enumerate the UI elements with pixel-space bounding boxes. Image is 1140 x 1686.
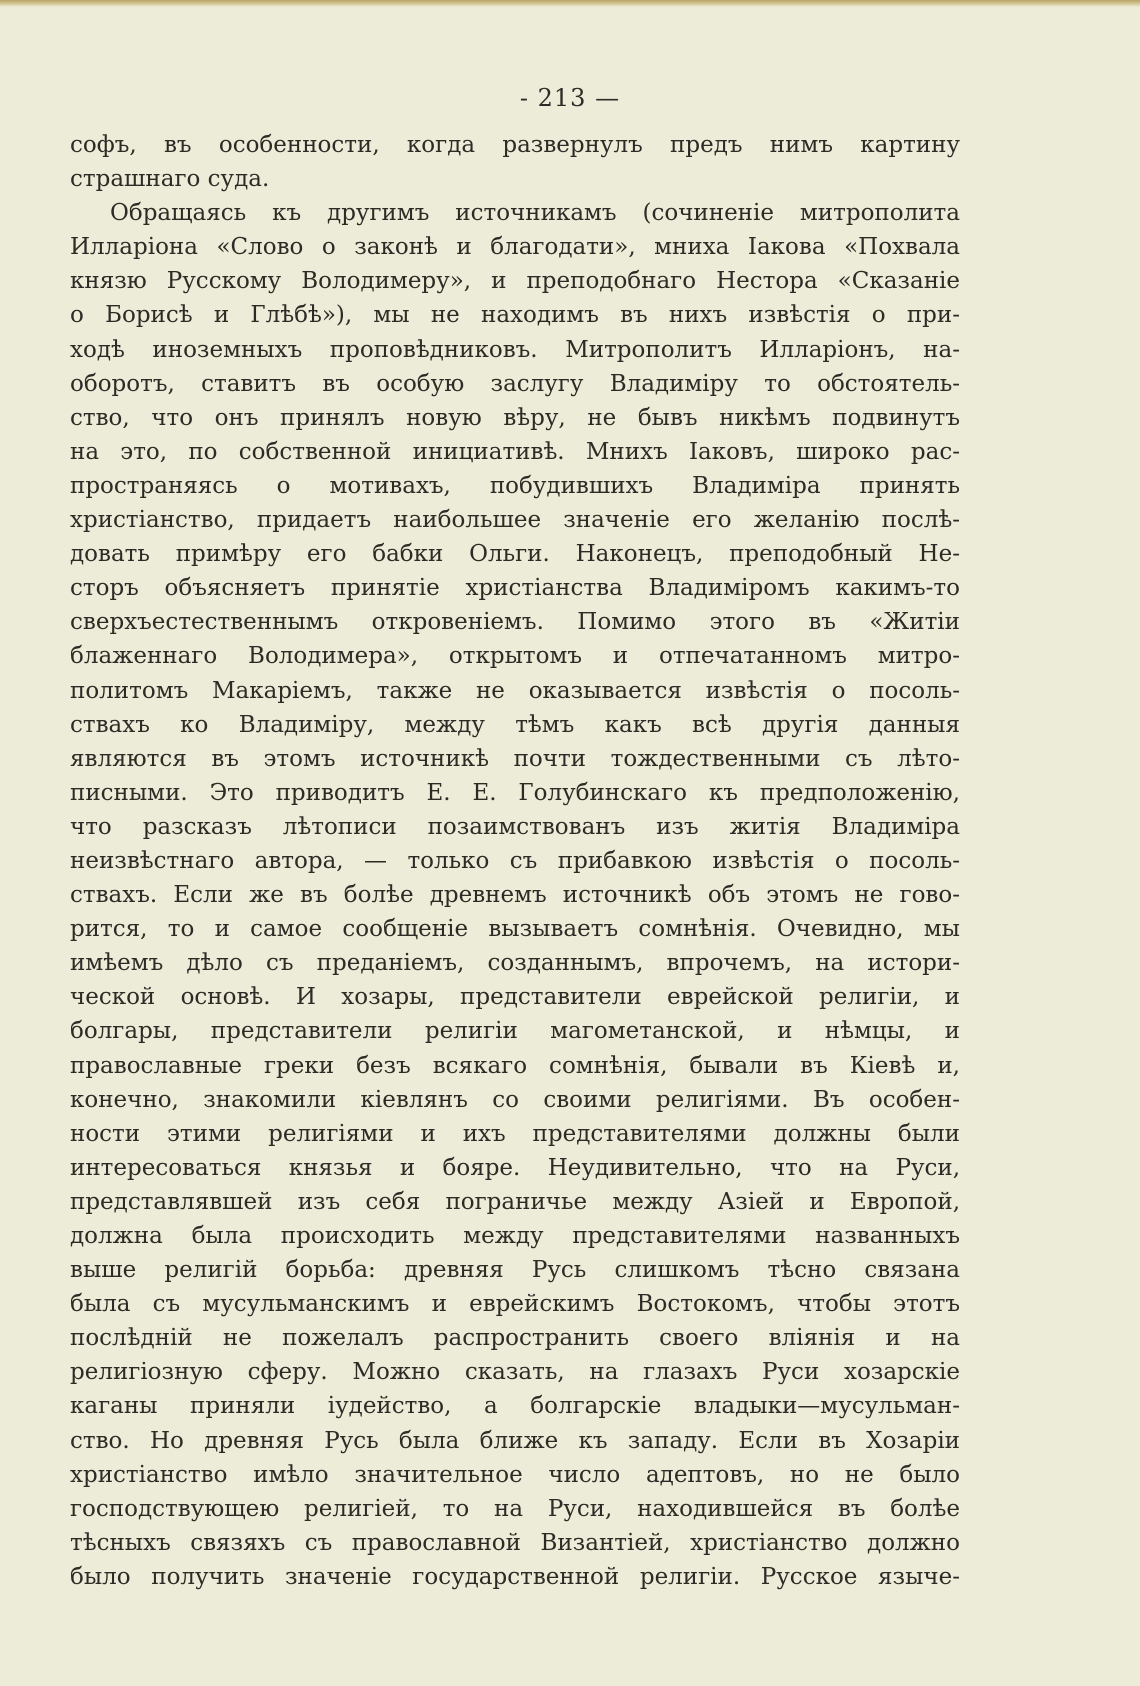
text-line: на это, по собственной инициативѣ. Мнихъ Іаковъ, широко рас-	[70, 438, 960, 465]
text-line: довать примѣру его бабки Ольги. Наконецъ, преподобный Не-	[70, 541, 960, 568]
text-line: политомъ Макаріемъ, также не оказывается извѣстія о посоль-	[70, 677, 960, 704]
text-line: писными. Это приводитъ Е. Е. Голубинскаго къ предположенію,	[70, 779, 960, 806]
text-line: должна была происходить между представителями названныхъ	[70, 1223, 960, 1249]
text-line: христіанство имѣло значительное число адептовъ, но не было	[70, 1461, 960, 1488]
text-line: сторъ объясняетъ принятіе христіанства Владиміромъ какимъ-то	[70, 575, 960, 602]
text-line: неизвѣстнаго автора, — только съ прибавкою извѣстія о посоль-	[70, 847, 960, 874]
text-line: ство, что онъ принялъ новую вѣру, не бывъ никѣмъ подвинутъ	[70, 404, 960, 431]
text-line: страшнаго суда.	[70, 166, 270, 193]
text-line: ходѣ иноземныхъ проповѣдниковъ. Митрополитъ Илларіонъ, на-	[70, 336, 960, 363]
text-line: о Борисѣ и Глѣбѣ»), мы не находимъ въ нихъ извѣстія о при-	[70, 302, 960, 329]
text-line: ческой основѣ. И хозары, представители еврейской религіи, и	[70, 984, 960, 1011]
text-line: сверхъестественнымъ откровеніемъ. Помимо этого въ «Житіи	[70, 609, 960, 636]
body-text	[70, 128, 960, 1594]
text-line: ствахъ. Если же въ болѣе древнемъ источникѣ объ этомъ не гово-	[70, 882, 960, 909]
text-line: пространяясь о мотивахъ, побудившихъ Владиміра принять	[70, 472, 960, 499]
text-line: было получить значеніе государственной религіи. Русское языче-	[70, 1563, 960, 1590]
text-line: конечно, знакомили кіевлянъ со своими религіями. Въ особен-	[70, 1086, 960, 1113]
text-line: тѣсныхъ связяхъ съ православной Византіей, христіанство должно	[70, 1529, 960, 1556]
text-line: каганы приняли іудейство, а болгарскіе владыки—мусульман-	[70, 1393, 960, 1420]
text-line: князю Русскому Володимеру», и преподобнаго Нестора «Сказаніе	[70, 268, 960, 295]
text-line: господствующею религіей, то на Руси, находившейся въ болѣе	[70, 1495, 960, 1522]
text-line: ство. Но древняя Русь была ближе къ западу. Если въ Хозаріи	[70, 1427, 960, 1454]
text-line: софъ, въ особенности, когда развернулъ предъ нимъ картину	[70, 132, 960, 158]
text-line: интересоваться князья и бояре. Неудивительно, что на Руси,	[70, 1154, 960, 1181]
text-line: ности этими религіями и ихъ представителями должны были	[70, 1120, 960, 1147]
text-line: блаженнаго Володимера», открытомъ и отпечатанномъ митро-	[70, 643, 960, 670]
text-line: представлявшей изъ себя пограничье между Азіей и Европой,	[70, 1188, 960, 1215]
text-line: Илларіона «Слово о законѣ и благодати», мниха Іакова «Похвала	[70, 234, 960, 261]
text-line: религіозную сферу. Можно сказать, на глазахъ Руси хозарскіе	[70, 1359, 960, 1386]
text-line: имѣемъ дѣло съ преданіемъ, созданнымъ, впрочемъ, на истори-	[70, 950, 960, 977]
text-line: выше религій борьба: древняя Русь слишкомъ тѣсно связана	[70, 1257, 960, 1284]
text-line: православные греки безъ всякаго сомнѣнія, бывали въ Кіевѣ и,	[70, 1052, 960, 1079]
text-line: что разсказъ лѣтописи позаимствованъ изъ житія Владиміра	[70, 813, 960, 840]
page-top-edge	[0, 0, 1140, 7]
text-line: Обращаясь къ другимъ источникамъ (сочиненіе митрополита	[110, 200, 960, 227]
text-line: оборотъ, ставитъ въ особую заслугу Владиміру то обстоятель-	[70, 370, 960, 397]
text-line: была съ мусульманскимъ и еврейскимъ Востокомъ, чтобы этотъ	[70, 1291, 960, 1318]
page-number: - 213 —	[519, 84, 621, 112]
text-line: являются въ этомъ источникѣ почти тождественными съ лѣто-	[70, 745, 960, 772]
text-line: ствахъ ко Владиміру, между тѣмъ какъ всѣ другія данныя	[70, 711, 960, 738]
text-line: рится, то и самое сообщеніе вызываетъ сомнѣнія. Очевидно, мы	[70, 916, 960, 943]
text-line: болгары, представители религіи магометанской, и нѣмцы, и	[70, 1018, 960, 1045]
text-line: послѣдній не пожелалъ распространить своего вліянія и на	[70, 1325, 960, 1352]
text-line: христіанство, придаетъ наибольшее значеніе его желанію послѣ-	[70, 507, 960, 534]
